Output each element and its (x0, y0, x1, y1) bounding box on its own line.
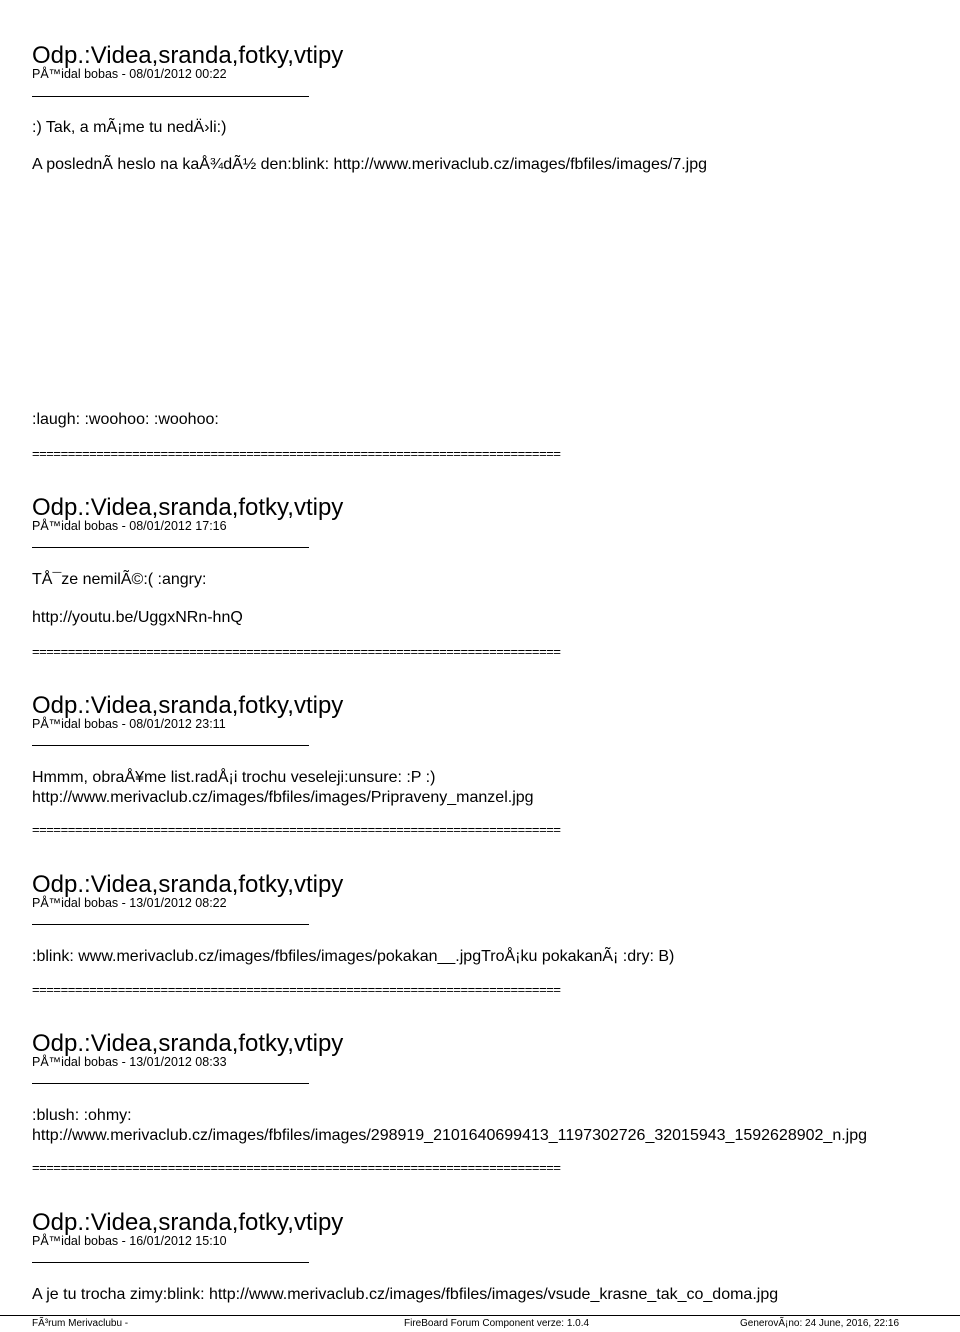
post-meta: PÅ™idal bobas - 08/01/2012 17:16 (32, 519, 227, 533)
post-text: TÅ¯ze nemilÃ©:( :angry: (32, 571, 207, 588)
post-meta: PÅ™idal bobas - 13/01/2012 08:22 (32, 896, 227, 910)
post-text: A je tu trocha zimy:blink: http://www.merivaclub.cz/images/fbfiles/images/vsude_krasne_tak_co_doma.jpg (32, 1286, 779, 1303)
post-text: A poslednÃ heslo na kaÅ¾dÃ½ den:blink: http://www.merivaclub.cz/images/fbfiles/images/7.jpg (32, 156, 708, 173)
post-title: Odp.:Videa,sranda,fotky,vtipy (32, 1209, 344, 1236)
post-text: :blush: :ohmy: (32, 1107, 132, 1124)
post-text: :blink: www.merivaclub.cz/images/fbfiles/images/pokakan__.jpgTroÅ¡ku pokakanÃ¡ :dry: B) (32, 948, 675, 965)
footer-rule (0, 1315, 960, 1316)
post-text: :) Tak, a mÃ¡me tu nedÄ›li:) (32, 119, 227, 136)
post-title: Odp.:Videa,sranda,fotky,vtipy (32, 42, 344, 69)
post-text: Hmmm, obraÅ¥me list.radÅ¡i trochu veseleji:unsure: :P :) (32, 769, 436, 786)
post-divider (32, 1262, 309, 1263)
post-separator: ========================================================================== (32, 644, 561, 659)
post-title: Odp.:Videa,sranda,fotky,vtipy (32, 494, 344, 521)
post-text: http://www.merivaclub.cz/images/fbfiles/images/298919_2101640699413_1197302726_32015943_1592628902_n.jpg (32, 1127, 868, 1144)
footer-component: FireBoard Forum Component verze: 1.0.4 (404, 1318, 590, 1329)
post-title: Odp.:Videa,sranda,fotky,vtipy (32, 871, 344, 898)
footer-site: FÃ³rum Merivaclubu - (32, 1318, 129, 1329)
post-divider (32, 547, 309, 548)
post-divider (32, 924, 309, 925)
post-divider (32, 1083, 309, 1084)
post-meta: PÅ™idal bobas - 08/01/2012 00:22 (32, 67, 227, 81)
post-title: Odp.:Videa,sranda,fotky,vtipy (32, 1030, 344, 1057)
post-separator: ========================================================================== (32, 1160, 561, 1175)
post-text: :laugh: :woohoo: :woohoo: (32, 411, 219, 428)
post-separator: ========================================================================== (32, 822, 561, 837)
post-separator: ========================================================================== (32, 982, 561, 997)
post-divider (32, 745, 309, 746)
post-meta: PÅ™idal bobas - 16/01/2012 15:10 (32, 1234, 227, 1248)
post-text: http://youtu.be/UggxNRn-hnQ (32, 609, 243, 626)
post-divider (32, 96, 309, 97)
post-meta: PÅ™idal bobas - 13/01/2012 08:33 (32, 1055, 227, 1069)
post-title: Odp.:Videa,sranda,fotky,vtipy (32, 692, 344, 719)
post-meta: PÅ™idal bobas - 08/01/2012 23:11 (32, 717, 226, 731)
post-separator: ========================================================================== (32, 446, 561, 461)
footer-generated: GenerovÃ¡no: 24 June, 2016, 22:16 (740, 1318, 900, 1329)
post-text: http://www.merivaclub.cz/images/fbfiles/images/Pripraveny_manzel.jpg (32, 789, 534, 806)
